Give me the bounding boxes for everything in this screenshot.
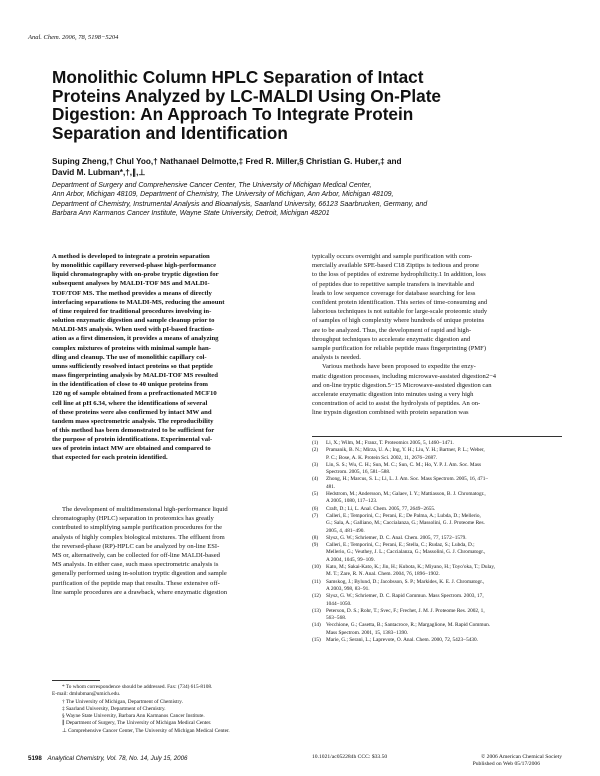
reference-text: Peterson, D. S.; Rohr, T.; Svec, F.; Frechet, J. M. J. Proteome Res. 2002, 1,: [326, 607, 485, 614]
footnote-divider: [52, 680, 100, 681]
reference-text: Li, X.; Wilm, M.; Franz, T. Proteomics 2005, 5, 1460−1471.: [326, 440, 454, 446]
text-line: line trypsin digestion combined with protein separation was: [312, 409, 469, 417]
text-line: umns sufficiently resolved intact proteins so that peptide: [52, 362, 213, 370]
page-number: 5198: [28, 755, 42, 762]
reference-text: Zhong, H.; Marcus, S. L.; Li, L. J. Am. Soc. Mass Spectrom. 2005, 16, 471−: [326, 476, 489, 483]
reference-item: [312, 622, 562, 637]
text-line: TOF/TOF MS. The method provides a means of directly: [52, 289, 212, 297]
journal-reference: Anal. Chem. 2006, 78, 5198−5204: [28, 34, 119, 41]
text-line: concentration of acid to assist the hydrolysis of peptides. An on-: [312, 400, 481, 408]
reference-list: [312, 440, 562, 644]
affiliation-line: Barbara Ann Karmanos Cancer Institute, Wayne State University, Detroit, Michigan 48201: [52, 210, 330, 218]
text-line: MS or, alternatively, can be collected for off-line MALDI-based: [52, 552, 220, 560]
text-line: the purpose of protein identifications. Experimental val-: [52, 436, 213, 444]
reference-number: (3): [312, 461, 319, 468]
reference-text: A 2003, 998, 83−91.: [326, 585, 370, 592]
text-line: MS analysis. In either case, such mass spectrometric analysis is: [52, 561, 219, 569]
reference-number: (10): [312, 564, 321, 571]
reference-number: (12): [312, 593, 321, 600]
reference-item: [312, 476, 562, 491]
text-line: sample purification for reliable peptide mass fingerprinting (PMF): [312, 345, 486, 353]
reference-text: Spectrom. 2005, 16, 581−588.: [326, 469, 391, 476]
title-line: Digestion: An Approach To Integrate Protein: [52, 104, 414, 124]
text-line: to the loss of peptides of extreme hydrophilicity.1 In addition, loss: [312, 271, 486, 279]
references-divider: [312, 436, 562, 437]
text-line: throughput techniques to accelerate enzymatic digestion and: [312, 335, 471, 343]
reference-text: A 2004, 1045, 99−109.: [326, 556, 375, 563]
reference-text: Lin, S. S.; Wu, C. H.; Sun, M. C.; Sun, C. M.; Ho, Y. P. J. Am. Soc. Mass: [326, 461, 482, 468]
text-line: of peptides due to repetitive sample transfers is inevitable and: [312, 280, 474, 288]
reference-text: 563−568.: [326, 615, 347, 622]
text-line: the reversed-phase (RP)-HPLC can be analyzed by on-line ESI-: [52, 542, 220, 550]
author-list: [52, 156, 562, 178]
reference-text: Calleri, E.; Temporini, C.; Perani, E.; Stella, C.; Rudaz, S.; Lubda, D.;: [326, 542, 475, 549]
text-line: The development of multidimensional high-performance liquid: [62, 506, 228, 513]
affiliation-line: Department of Chemistry, Instrumental Analysis and Bioanalysis, Saarland University, 66123 Saarbrucken, Germany, and: [52, 200, 428, 208]
text-line: liquid chromatography with on-probe tryptic digestion for: [52, 271, 219, 279]
text-line: matic digestion processes, including microwave-assisted digestion2−4: [312, 372, 497, 380]
text-line: line sample procedures are a drawback, where enzymatic digestion: [52, 588, 228, 596]
text-line: interfacing separations to MALDI-MS, reducing the amount: [52, 298, 225, 306]
reference-text: Craft, D.; Li, L. Anal. Chem. 2005, 77, 2649−2655.: [326, 505, 436, 512]
footnote: § Wayne State University, Barbara Ann Karmanos Cancer Institute.: [62, 713, 205, 719]
reference-text: Mass Spectrom. 2001, 15, 1383−1390.: [326, 629, 409, 636]
reference-item: [312, 440, 562, 447]
reference-number: (1): [312, 440, 319, 446]
affiliation-line: Department of Surgery and Comprehensive Cancer Center, The University of Michigan Medical Center,: [52, 182, 372, 189]
reference-text: Calleri, E.; Temporini, C.; Perani, E.; De Palma, A.; Lubda, D.; Mellerio,: [326, 512, 481, 519]
text-line: ation as a first dimension, it provides a means of analyzing: [52, 335, 219, 343]
reference-number: (7): [312, 512, 319, 519]
text-line: leads to low sequence coverage for database searching for less: [312, 289, 476, 297]
text-line: dling and cleanup. The use of monolithic capillary col-: [52, 353, 207, 361]
reference-text: Slysz, G. W.; Schriemer, D. C. Anal. Chem. 2005, 77, 1572−1579.: [326, 534, 467, 541]
reference-item: [312, 564, 562, 579]
reference-item: [312, 579, 562, 594]
abstract: [52, 252, 290, 463]
reference-text: 1044−1050.: [326, 600, 352, 607]
reference-number: (8): [312, 534, 319, 541]
text-line: mercially available SPE-based C18 Ziptips is tedious and prone: [312, 262, 479, 270]
text-line: Various methods have been proposed to expedite the enzy-: [322, 363, 476, 371]
text-line: cell line at pH 6.34, where the identifications of several: [52, 399, 208, 407]
reference-text: A 2005, 1080, 117−123.: [326, 498, 378, 505]
footnote: ⊥ Comprehensive Cancer Center, The University of Michigan Medical Center.: [62, 727, 230, 734]
reference-item: [312, 535, 562, 542]
reference-text: G.; Sala, A.; Galliano, M.; Caccialanza, G.; Massolini, G. J. Proteome Res.: [326, 520, 485, 527]
text-line: mass fingerprinting analysis by MALDI-TOF MS resulted: [52, 372, 218, 380]
article-title: [52, 68, 562, 142]
affiliations: [52, 181, 572, 219]
published-date: Published on Web 05/17/2006: [472, 761, 540, 768]
page-footer-right: [312, 754, 562, 768]
text-line: of these proteins were also confirmed by intact MW and: [52, 408, 212, 416]
reference-text: Samskog, J.; Bylund, D.; Jacobsson, S. P.; Markides, K. E. J. Chromatogr.,: [326, 578, 485, 585]
footnote: * To whom correspondence should be addressed. Fax: (734) 615-8108.: [62, 684, 213, 690]
journal-issue: Analytical Chemistry, Vol. 78, No. 14, July 15, 2006: [47, 755, 188, 762]
introduction-right-column: [312, 252, 562, 418]
text-line: are to be analyzed. Thus, the development of rapid and high-: [312, 326, 472, 334]
reference-item: [312, 513, 562, 535]
text-line: confident protein identification. This series of time-consuming and: [312, 299, 488, 307]
reference-text: M. T.; Zare, R. N. Anal. Chem. 2004, 76, 1896−1902.: [326, 571, 440, 578]
text-line: solution enzymatic digestion and sample cleanup prior to: [52, 317, 215, 325]
text-line: of time required for traditional procedures involving in-: [52, 307, 212, 315]
text-line: of this method has been demonstrated to be sufficient for: [52, 426, 215, 434]
reference-number: (2): [312, 447, 319, 454]
text-line: analysis is needed.: [312, 354, 361, 362]
text-line: typically occurs overnight and sample purification with com-: [312, 253, 473, 260]
reference-item: [312, 637, 562, 644]
footnote: † The University of Michigan, Department of Chemistry.: [62, 698, 183, 705]
reference-item: [312, 506, 562, 513]
title-line: Monolithic Column HPLC Separation of Intact: [52, 67, 424, 87]
text-line: laborious techniques is not suitable for large-scale proteomic study: [312, 308, 488, 316]
reference-text: P. C.; Bose, A. K. Protein Sci. 2002, 11, 2676−2687.: [326, 454, 438, 461]
reference-text: Mellerio, G.; Veuthey, J. L.; Caccialanza, G.; Massolini, G. J. Chromatogr.,: [326, 549, 486, 556]
reference-number: (4): [312, 476, 319, 483]
text-line: by monolithic capillary reversed-phase high-performance: [52, 262, 217, 270]
reference-text: 481.: [326, 483, 336, 490]
reference-number: (9): [312, 542, 319, 549]
reference-text: Kato, M.; Sakai-Kato, K.; Jin, H.; Kubota, K.; Miyano, H.; Toyo'oka, T.; Dulay,: [326, 564, 495, 571]
text-line: and on-line tryptic digestion.5−15 Microwave-assisted digestion can: [312, 381, 492, 389]
reference-item: [312, 462, 562, 477]
author-line: Suping Zheng,† Chul Yoo,† Nathanael Delmotte,‡ Fred R. Miller,§ Christian G. Huber,‡ and: [52, 157, 402, 166]
text-line: chromatography (HPLC) separation in proteomics has greatly: [52, 515, 214, 523]
reference-number: (6): [312, 505, 319, 512]
reference-item: [312, 608, 562, 623]
footnote: ‡ Saarland University, Department of Chemistry.: [62, 705, 166, 712]
reference-text: Vecchione, G.; Casetta, B.; Santacroce, R.; Margaglione, M. Rapid Commun.: [326, 622, 491, 629]
introduction-left-column: [52, 505, 290, 597]
affiliation-line: Ann Arbor, Michigan 48109, Department of Chemistry, The University of Michigan, Ann Arbor, Michigan 48109,: [52, 191, 394, 199]
text-line: accelerate enzymatic digestion into minutes using a very high: [312, 391, 474, 399]
text-line: tandem mass spectrometric analysis. The reproducibility: [52, 417, 214, 425]
author-line: David M. Lubman*,†,∥,⊥: [52, 168, 146, 177]
footnote: E-mail: dmlubman@umich.edu.: [52, 691, 121, 698]
text-line: purification of the peptide map that results. These extensive off-: [52, 579, 220, 587]
reference-number: (15): [312, 637, 321, 644]
reference-text: Slysz, G. W.; Schriemer, D. C. Rapid Commun. Mass Spectrom. 2003, 17,: [326, 593, 484, 600]
reference-text: Pramanik, B. N.; Mirza, U. A.; Ing, Y. H.; Liu, Y. H.; Bartner, P. L.; Weber,: [326, 447, 485, 454]
reference-item: [312, 593, 562, 608]
text-line: ues of protein intact MW are obtained and compared to: [52, 445, 211, 453]
reference-text: Marie, G.; Serani, L.; Laprevote, O. Anal. Chem. 2000, 72, 5423−5430.: [326, 637, 479, 644]
reference-item: [312, 447, 562, 462]
page-footer-left: [28, 755, 187, 762]
text-line: generally performed using in-solution tryptic digestion and sample: [52, 570, 227, 578]
doi-price: 10.1021/ac052284h CCC: $33.50: [312, 754, 388, 760]
reference-number: (13): [312, 607, 321, 614]
footnote: ∥ Department of Surgery, The University of Michigan Medical Center.: [62, 720, 212, 727]
text-line: that expected for each protein identified.: [52, 454, 168, 462]
copyright: © 2006 American Chemical Society: [481, 754, 562, 760]
reference-number: (11): [312, 578, 321, 585]
reference-number: (5): [312, 491, 319, 498]
text-line: A method is developed to integrate a protein separation: [52, 253, 210, 260]
footnotes: [52, 684, 292, 735]
reference-text: Hedstrom, M.; Andersson, M.; Galaev, I. Y.; Mattiasson, B. J. Chromatogr.,: [326, 491, 486, 498]
text-line: contributed to simplifying sample purification procedures for the: [52, 524, 222, 532]
text-line: in the identification of close to 40 unique proteins from: [52, 381, 208, 389]
reference-text: 2005, 4, 481−490.: [326, 527, 365, 534]
reference-item: [312, 491, 562, 506]
text-line: MALDI-MS analysis. When used with pI-based fraction-: [52, 326, 215, 334]
title-line: Separation and Identification: [52, 122, 288, 143]
text-line: subsequent analyses by MALDI-TOF MS and MALDI-: [52, 280, 210, 288]
text-line: 120 ng of sample obtained from a prefractionated MCF10: [52, 390, 217, 398]
text-line: analysis of highly complex biological mixtures. The effluent from: [52, 533, 225, 541]
text-line: of samples of high complexity where hundreds of unique proteins: [312, 317, 485, 325]
title-line: Proteins Analyzed by LC-MALDI Using On-Plate: [52, 85, 441, 106]
reference-number: (14): [312, 622, 321, 629]
text-line: complex mixtures of proteins with minimal sample han-: [52, 344, 211, 352]
reference-item: [312, 542, 562, 564]
